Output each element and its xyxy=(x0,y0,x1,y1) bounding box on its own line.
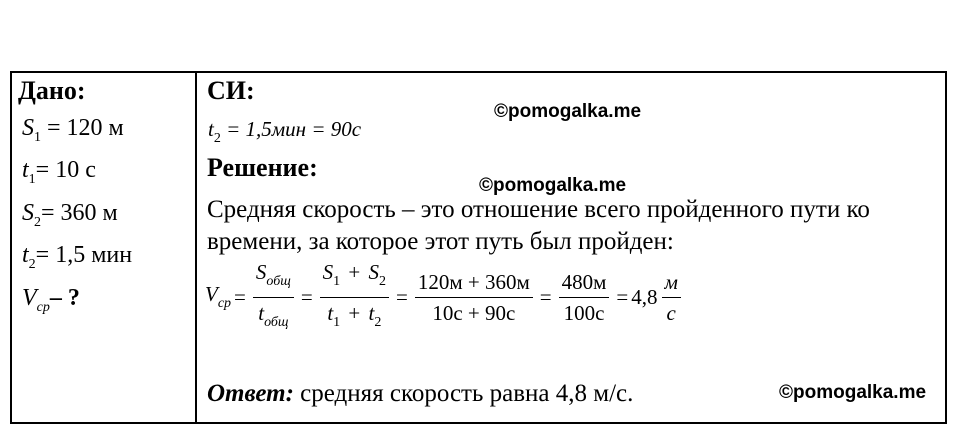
watermark: ©pomogalka.me xyxy=(479,175,627,196)
fraction-values: $\frac{120м + 360м}{10с + 90с}$ xyxy=(415,269,533,326)
result-unit: $\frac{м}{с}$ xyxy=(662,269,681,326)
watermark: ©pomogalka.me xyxy=(494,101,642,122)
given-s2: $S_2= 360$ м xyxy=(22,200,118,230)
fraction-sum: $\frac{S_1 + S_2}{t_1 + t_2}$ xyxy=(320,259,389,336)
given-t1: $t_1= 10$ с xyxy=(22,157,96,187)
solution-line-1: Средняя скорость – это отношение всего пройденного пути ко xyxy=(207,196,870,223)
column-divider xyxy=(195,71,197,424)
given-v: $V_{ср}-$ ? xyxy=(22,285,80,315)
given-title: Дано: xyxy=(18,76,86,105)
given-section xyxy=(18,76,188,106)
velocity-formula: $V_{ср}$ = $\frac{S_{общ}}{t_{общ}}$ = $\frac{S_1 + S_2}{t_1 + t_2}$ = $\frac{120м + 360м}{10с + 90с}$ = $\frac{480м}{100с}$ = 4,8 $\frac{м}{с}$ xyxy=(205,262,685,332)
solution-line-2: времени, за которое этот путь был пройден: xyxy=(207,228,674,255)
answer-label: Ответ: xyxy=(207,380,294,407)
answer-text: средняя скорость равна 4,8 м/с. xyxy=(293,380,634,407)
solution-title: Решение: xyxy=(207,153,318,182)
given-t2: $t_2= 1,5$ мин xyxy=(22,242,133,272)
given-s1: $S_1 = 120$ м xyxy=(22,115,124,145)
si-conversion: $t_2 = 1,5мин = 90с$ xyxy=(208,117,362,146)
formula-result: 4,8 xyxy=(631,284,658,309)
si-title: СИ: xyxy=(207,76,255,105)
fraction-sums: $\frac{480м}{100с}$ xyxy=(559,269,610,326)
fraction-total: $\frac{S_{общ}}{t_{общ}}$ xyxy=(253,259,294,336)
answer xyxy=(207,380,633,408)
watermark: ©pomogalka.me xyxy=(779,382,927,403)
formula-v: $V_{ср}$ xyxy=(205,282,232,311)
